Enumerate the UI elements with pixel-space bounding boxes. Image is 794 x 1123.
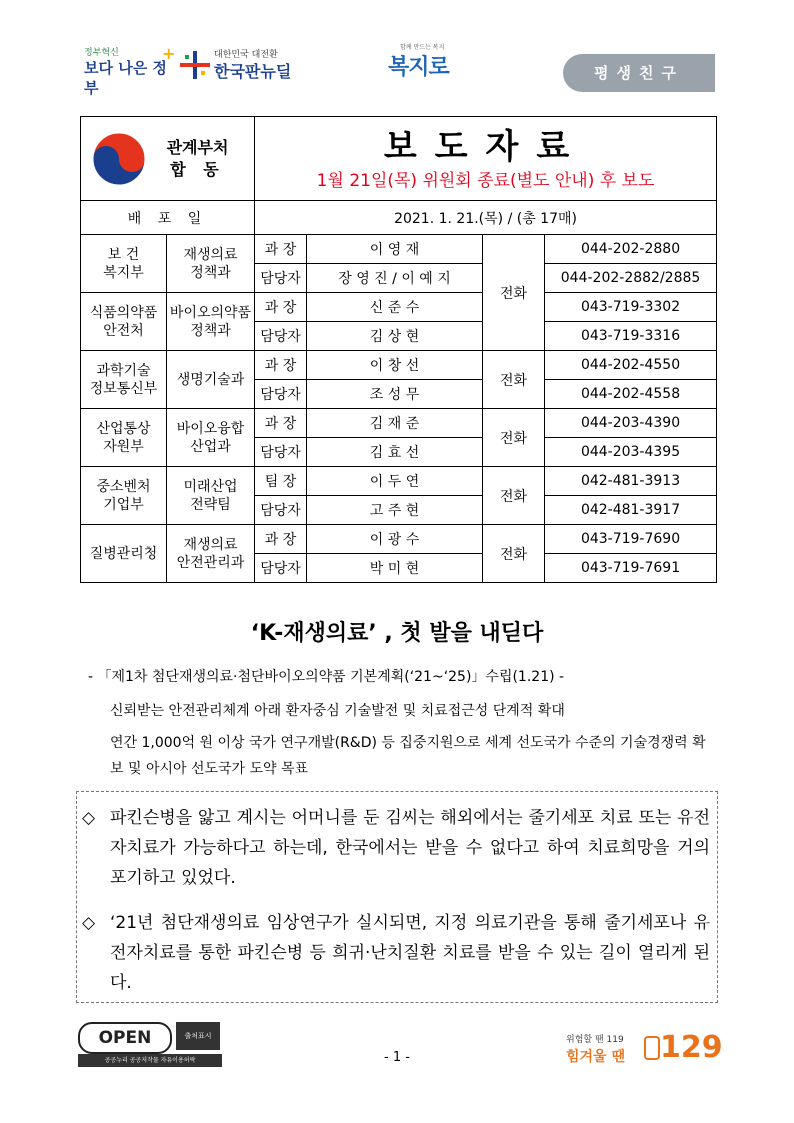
phone-number: 044-203-4395 [545,438,717,467]
role-cell: 팀 장 [255,467,307,496]
korean-new-deal-logo: 대한민국 대전환 한국판뉴딜 [180,45,310,85]
bokjiro-logo: 함께 만드는 복지 복지로 [388,44,449,80]
name-cell: 이 창 선 [307,351,483,380]
contact-row [81,351,717,380]
press-release-header-table [80,116,717,583]
name-cell: 김 상 현 [307,322,483,351]
phone-number: 042-481-3913 [545,467,717,496]
role-cell: 담당자 [255,438,307,467]
contact-row [81,293,717,322]
phone-label: 전화 [483,467,545,525]
phone-number: 044-202-2880 [545,235,717,264]
license-type: 출처표시 [176,1022,220,1050]
agency-cell: 과학기술 정보통신부 [81,351,167,409]
role-cell: 담당자 [255,264,307,293]
newdeal-star-icon [180,51,210,79]
diamond-bullet-icon: ◇ [82,913,96,933]
plus-icon: + [162,44,176,63]
name-cell: 박 미 현 [307,554,483,583]
role-cell: 과 장 [255,409,307,438]
role-cell: 과 장 [255,525,307,554]
case-paragraph: ◇ 파킨슨병을 앓고 계시는 어머니를 둔 김씨는 해외에서는 줄기세포 치료 또는 유전자치료가 가능하다고 하는데, 한국에서는 받을 수 없다고 하여 치료희망을 거의 포기하고 있었다. [82,803,710,893]
name-cell: 이 영 재 [307,235,483,264]
agency-cell: 식품의약품 안전처 [81,293,167,351]
division-cell: 미래산업 전략팀 [167,467,255,525]
contact-row [81,409,717,438]
page-number: - 1 - [384,1050,410,1065]
contact-row [81,525,717,554]
phone-label: 전화 [483,351,545,409]
open-label: OPEN [78,1022,172,1054]
summary-bullet: 연간 1,000억 원 이상 국가 연구개발(R&D) 등 집중지원으로 세계 선도국가 수준의 기술경쟁력 확보 및 아시아 선도국가 도약 목표 [110,735,706,777]
dist-label: 배 포 일 [81,201,255,235]
role-cell: 과 장 [255,293,307,322]
name-cell: 김 효 선 [307,438,483,467]
gov-innovation-logo: 정부혁신 보다 나은 정부 + [84,44,176,97]
subheadline: - 「제1차 첨단재생의료·첨단바이오의약품 기본계획(‘21~‘25)」수립(1.21) - [88,669,565,685]
name-cell: 이 두 연 [307,467,483,496]
phone-number: 043-719-3316 [545,322,717,351]
ministry-line2: 합 동 [170,159,225,179]
embargo-notice: 1월 21일(목) 위원회 종료(별도 안내) 후 보도 [316,170,655,191]
phone-number: 042-481-3917 [545,496,717,525]
name-cell: 신 준 수 [307,293,483,322]
agency-cell: 질병관리청 [81,525,167,583]
contact-row [81,235,717,264]
role-cell: 과 장 [255,351,307,380]
phone-number: 043-719-7690 [545,525,717,554]
dist-value: 2021. 1. 21.(목) / (총 17매) [255,201,717,235]
case-paragraph: ◇ ‘21년 첨단재생의료 임상연구가 실시되면, 지정 의료기관을 통해 줄기세포나 유전자치료를 통한 파킨슨병 등 희귀·난치질환 치료를 받을 수 있는 길이 열리게 된다. [82,908,710,998]
diamond-bullet-icon: ◇ [82,808,96,828]
taegeuk-emblem-icon [91,131,147,187]
headline: ‘K-재생의료’ , 첫 발을 내딛다 [250,621,544,646]
division-cell: 바이오융합 산업과 [167,409,255,467]
agency-cell: 산업통상 자원부 [81,409,167,467]
name-cell: 고 주 현 [307,496,483,525]
role-cell: 담당자 [255,554,307,583]
name-cell: 김 재 준 [307,409,483,438]
phone-icon [644,1036,660,1060]
phone-number: 044-202-2882/2885 [545,264,717,293]
summary-bullet: 신뢰받는 안전관리체계 아래 환자중심 기술발전 및 치료접근성 단계적 확대 [110,703,565,719]
lifelong-friend-badge: 평생친구 [563,54,715,92]
press-title: 보도자료 [383,126,588,167]
role-cell: 담당자 [255,322,307,351]
phone-label: 전화 [483,409,545,467]
contact-row [81,467,717,496]
agency-cell: 중소벤처 기업부 [81,467,167,525]
name-cell: 장 영 진 / 이 예 지 [307,264,483,293]
agency-cell: 보 건 복지부 [81,235,167,293]
phone-number: 044-202-4550 [545,351,717,380]
phone-number: 044-203-4390 [545,409,717,438]
role-cell: 담당자 [255,496,307,525]
role-cell: 과 장 [255,235,307,264]
name-cell: 조 성 무 [307,380,483,409]
hotline-129-logo: 위험할 땐 119 힘겨울 땐 129 [566,1030,723,1065]
name-cell: 이 광 수 [307,525,483,554]
division-cell: 생명기술과 [167,351,255,409]
phone-number: 044-202-4558 [545,380,717,409]
ministry-block [81,117,255,201]
contact-rows [81,235,717,583]
division-cell: 재생의료 정책과 [167,235,255,293]
press-title-cell [255,117,717,201]
division-cell: 바이오의약품 정책과 [167,293,255,351]
phone-number: 043-719-7691 [545,554,717,583]
phone-label: 전화 [483,235,545,351]
license-caption: 공공누리 공공저작물 자유이용허락 [78,1054,222,1067]
phone-label: 전화 [483,525,545,583]
division-cell: 재생의료 안전관리과 [167,525,255,583]
ministry-line1: 관계부처 [166,137,229,157]
phone-number: 043-719-3302 [545,293,717,322]
role-cell: 담당자 [255,380,307,409]
